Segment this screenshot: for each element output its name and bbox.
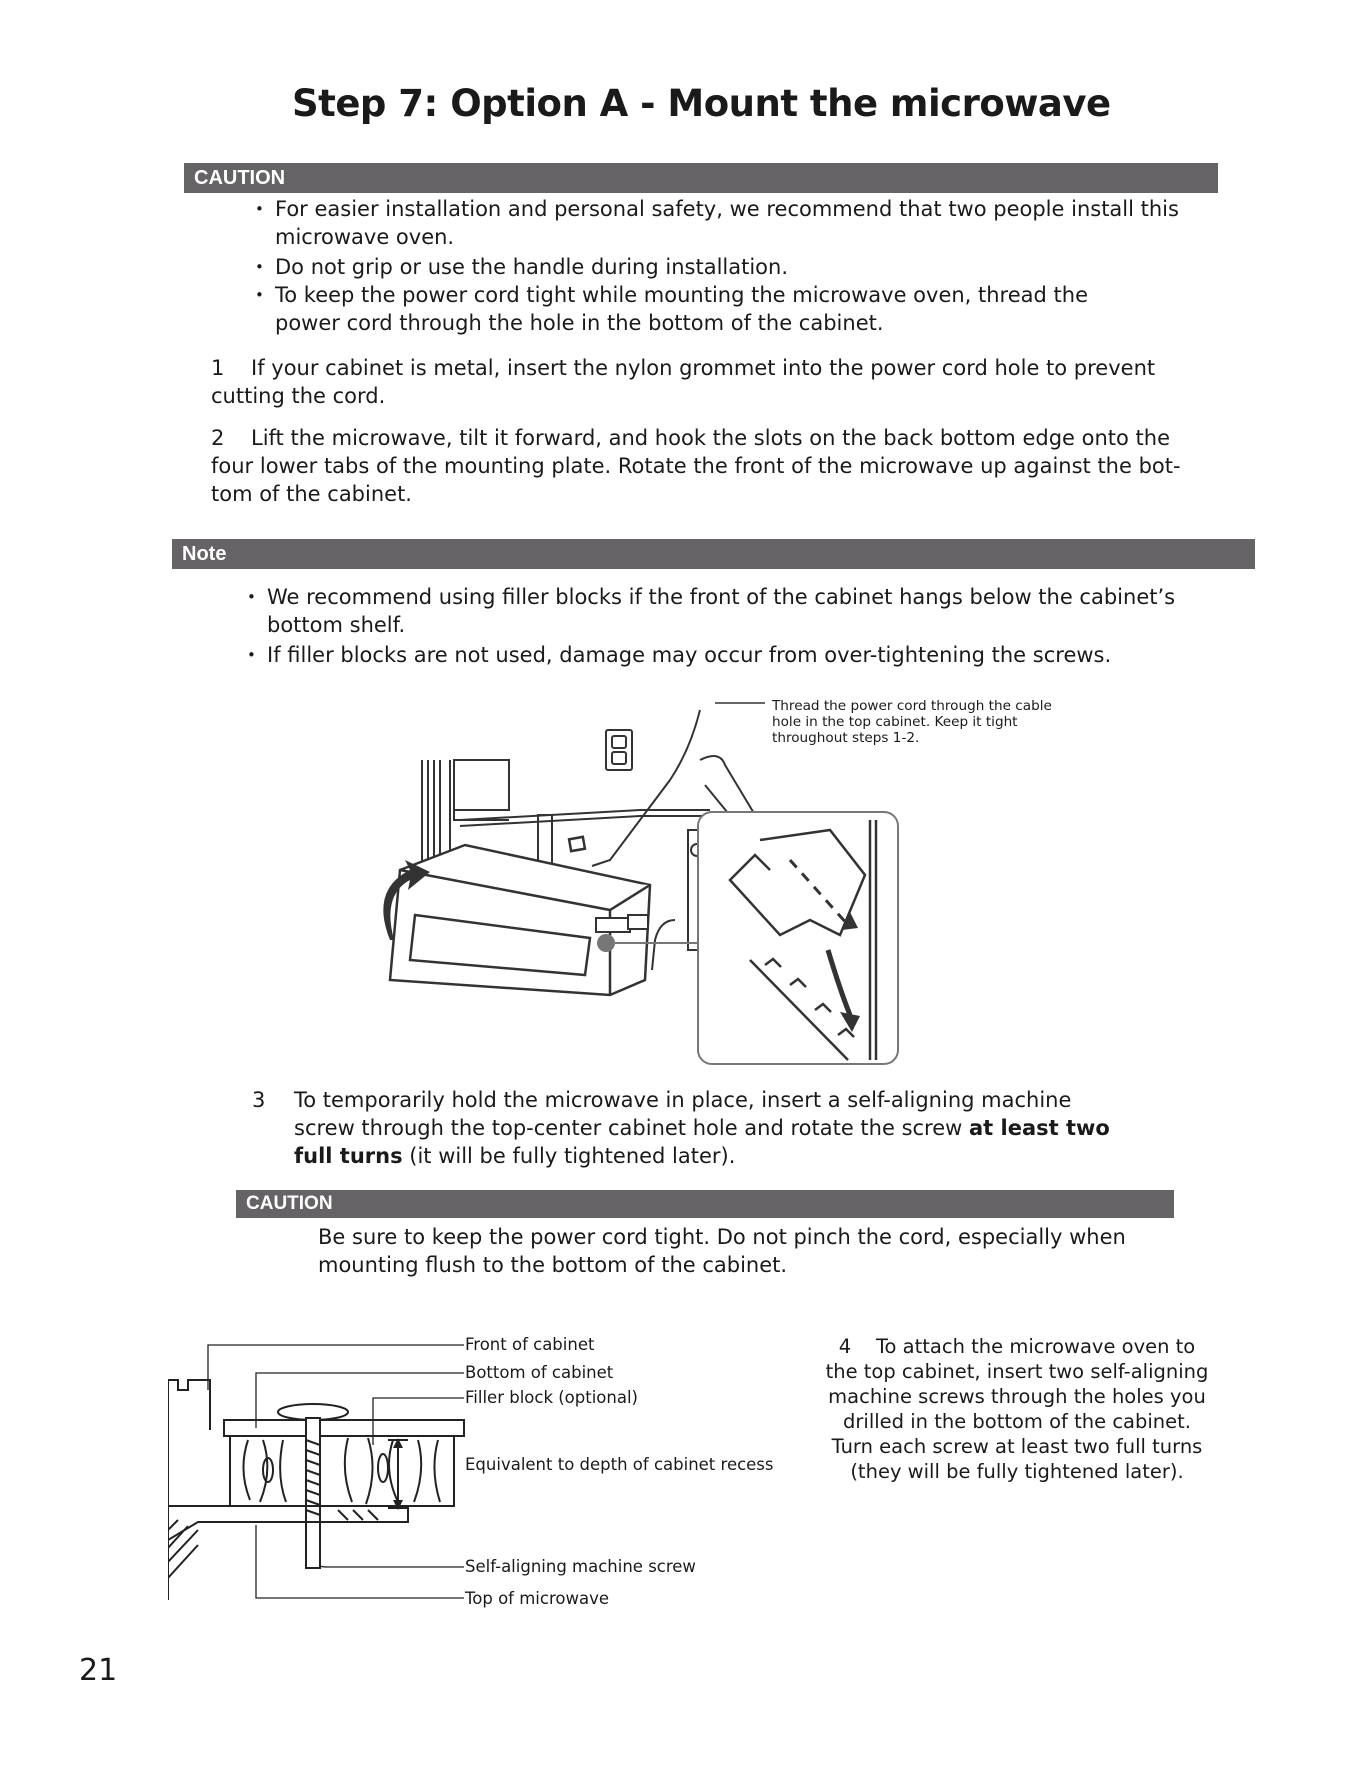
cabinet-cross-section-diagram	[168, 1330, 468, 1610]
step-number: 2	[211, 426, 225, 450]
caution-bullet: • To keep the power cord tight while mounting the microwave oven, thread the power cord through the hole in the bottom of the cabinet.	[255, 281, 1155, 337]
label-recess-depth: Equivalent to depth of cabinet recess	[465, 1455, 774, 1474]
step-number: 1	[211, 356, 225, 380]
step-3	[252, 1086, 1132, 1170]
note-bullet: • If filler blocks are not used, damage may occur from over-tightening the screws.	[247, 641, 1217, 669]
caution-label: CAUTION	[194, 167, 286, 189]
step-text: To temporarily hold the microwave in place, insert a self-aligning machine screw through the top-center cabinet hole and rotate the screw	[294, 1088, 1072, 1140]
note-bullet-list	[247, 583, 1217, 669]
label-front-of-cabinet: Front of cabinet	[465, 1335, 595, 1354]
label-machine-screw: Self-aligning machine screw	[465, 1557, 696, 1576]
step-text: If your cabinet is metal, insert the nylon grommet into the power cord hole to prevent cutting the cord.	[211, 356, 1156, 408]
note-bullet: • We recommend using filler blocks if the front of the cabinet hangs below the cabinet’s bottom shelf.	[247, 583, 1217, 639]
step-text: Lift the microwave, tilt it forward, and hook the slots on the back bottom edge onto the four lower tabs of the mounting plate. Rotate the front of the microwave up against the bot-tom of the cabinet.	[211, 426, 1181, 506]
step-1	[211, 354, 1201, 410]
step-4	[822, 1334, 1212, 1484]
page-title: Step 7: Option A - Mount the microwave	[292, 82, 1111, 125]
caution-bullet: • For easier installation and personal safety, we recommend that two people install this microwave oven.	[255, 195, 1215, 251]
note-header	[172, 539, 1255, 569]
step-text: To attach the microwave oven to the top cabinet, insert two self-aligning machine screws through the holes you drilled in the bottom of the cabinet. Turn each screw at least two full turns (they will be fully tightened later).	[825, 1335, 1209, 1483]
caution-bullet: • Do not grip or use the handle during installation.	[255, 253, 1215, 281]
label-top-of-microwave: Top of microwave	[465, 1589, 610, 1608]
note-label: Note	[182, 543, 227, 565]
step-number: 4	[838, 1335, 852, 1358]
caution-label: CAUTION	[246, 1193, 333, 1214]
label-filler-block: Filler block (optional)	[465, 1388, 638, 1407]
microwave-mounting-illustration	[370, 690, 990, 1080]
step-text: (it will be fully tightened later).	[402, 1144, 736, 1168]
caution-text: Be sure to keep the power cord tight. Do not pinch the cord, especially when mounting flush to the bottom of the cabinet.	[318, 1225, 1126, 1277]
caution-header	[184, 163, 1218, 193]
step-number: 3	[252, 1088, 266, 1112]
step-2	[211, 424, 1201, 508]
step-emphasis: at least two full turns	[294, 1116, 1110, 1168]
caution-bullet-list	[255, 195, 1215, 337]
figure-callout: Thread the power cord through the cable hole in the top cabinet. Keep it tight throughout steps 1-2.	[772, 698, 1052, 746]
page-number: 21	[79, 1653, 118, 1688]
caution-header	[236, 1190, 1174, 1218]
label-bottom-of-cabinet: Bottom of cabinet	[465, 1363, 614, 1382]
